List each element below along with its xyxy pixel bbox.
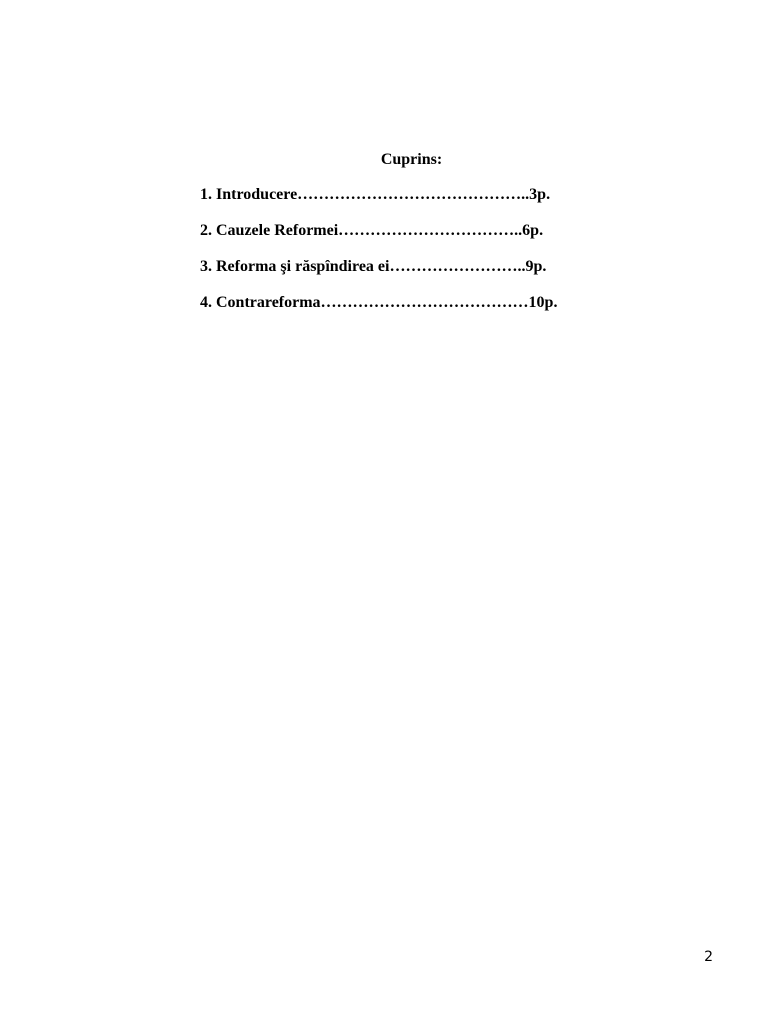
toc-entry-introducere: 1. Introducere……………………………………..3p. [200, 186, 551, 203]
table-of-contents [200, 185, 557, 329]
toc-entry-contrareforma: 4. Contrareforma…………………………………10p. [200, 294, 558, 311]
toc-title: Cuprins: [380, 151, 443, 168]
page-number: 2 [704, 949, 713, 965]
toc-entry-reforma: 3. Reforma şi răspîndirea ei……………………..9p. [200, 258, 547, 275]
toc-entry-cauzele-reformei: 2. Cauzele Reformei……………………………..6p. [200, 222, 544, 239]
